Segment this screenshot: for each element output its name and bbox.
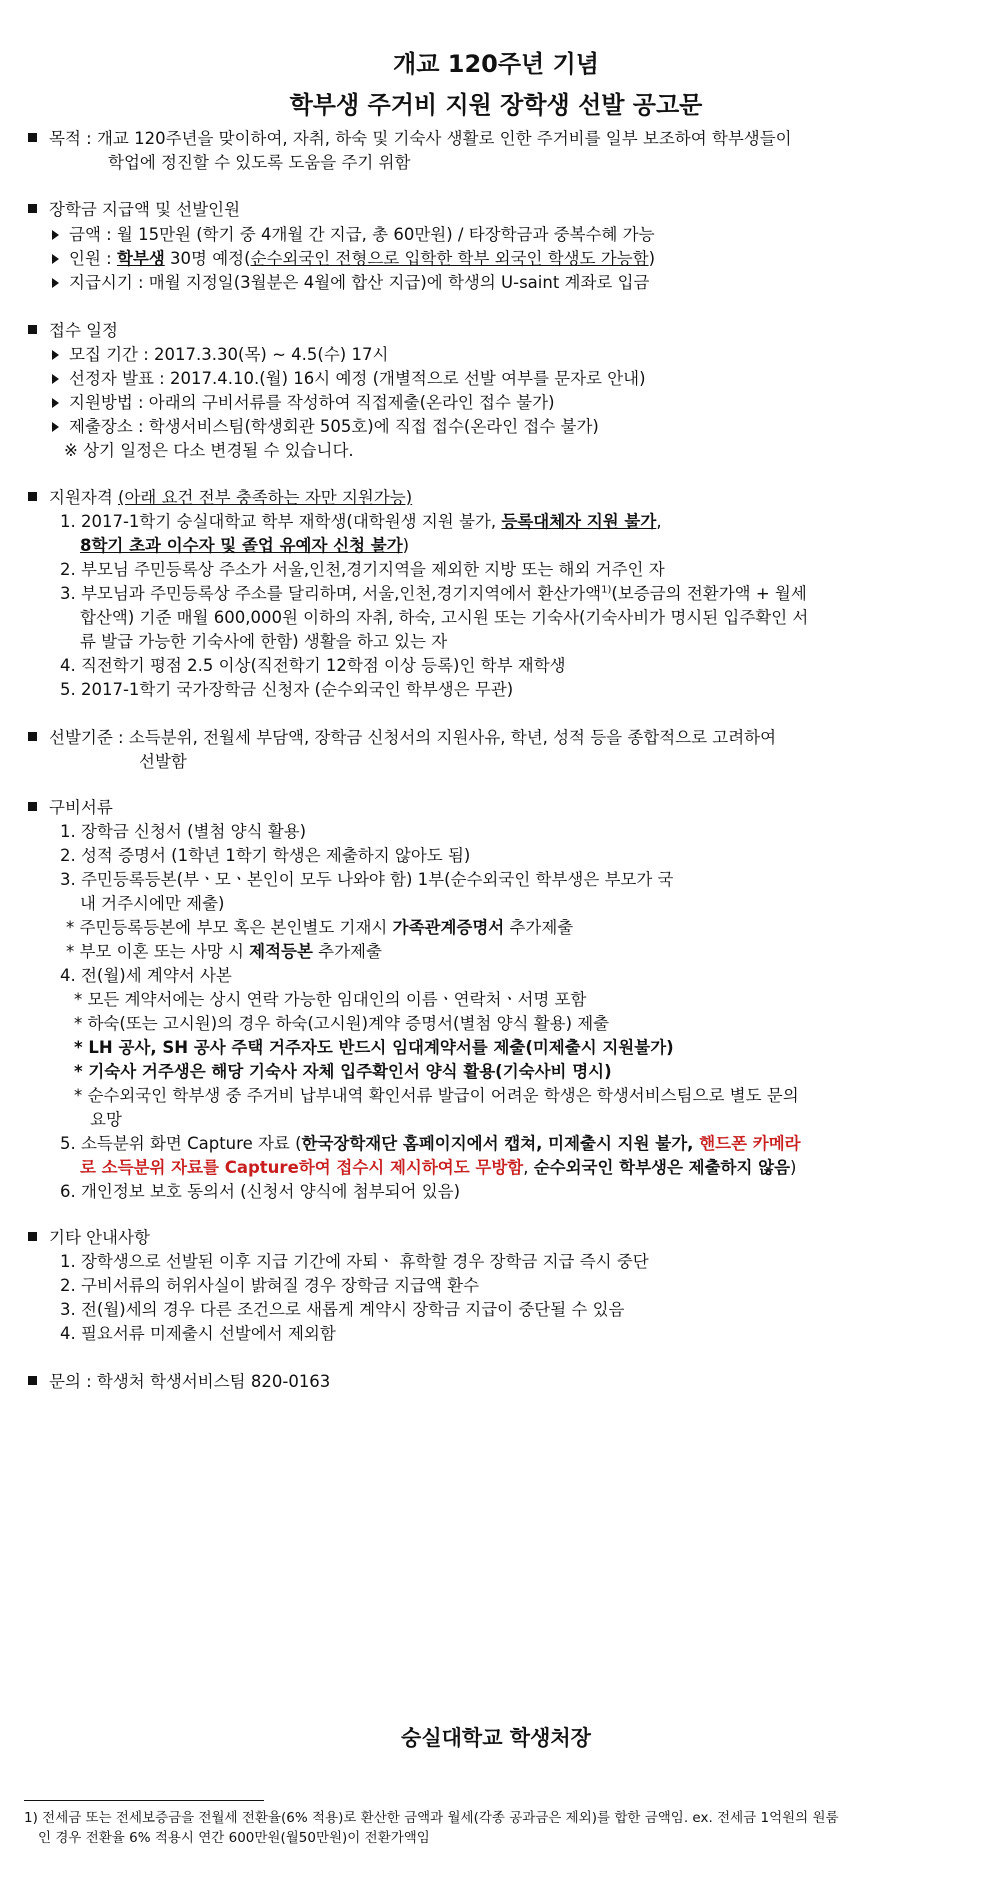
square-bullet-icon bbox=[28, 732, 37, 741]
scholarship-amount: 금액 : 월 15만원 (학기 중 4개월 간 지급, 총 60만원) / 타장학금과 중복수혜 가능 bbox=[52, 224, 655, 246]
triangle-bullet-icon bbox=[52, 230, 59, 240]
documents-item-4-note-5-line2: 요망 bbox=[90, 1110, 122, 1129]
schedule-note: ※ 상기 일정은 다소 변경될 수 있습니다. bbox=[64, 441, 354, 460]
eligibility-item-4: 4. 직전학기 평점 2.5 이상(직전학기 12학점 이상 등록)인 학부 재학생 bbox=[60, 656, 566, 675]
triangle-bullet-icon bbox=[52, 398, 59, 408]
purpose-label: 목적 bbox=[49, 129, 81, 148]
documents-item-3: 3. 주민등록등본(부ㆍ모ㆍ본인이 모두 나와야 함) 1부(순수외국인 학부생은 부모가 국 bbox=[60, 870, 674, 889]
eligibility-item-3: 3. 부모님과 주민등록상 주소를 달리하며, 서울,인천,경기지역에서 환산가액$^{1)}$(보증금의 전환가액 + 월세 bbox=[60, 584, 807, 603]
scholarship-heading: 장학금 지급액 및 선발인원 bbox=[28, 199, 240, 221]
triangle-bullet-icon bbox=[52, 254, 59, 264]
footnote-line1: 1) 전세금 또는 전세보증금을 전월세 전환율(6% 적용)로 환산한 금액과 월세(각종 공과금은 제외)를 합한 금액임. ex. 전세금 1억원의 원룸 bbox=[24, 1810, 839, 1826]
documents-item-4-note-5: * 순수외국인 학부생 중 주거비 납부내역 확인서류 발급이 어려운 학생은 학생서비스팀으로 별도 문의 bbox=[74, 1086, 799, 1105]
footnote-divider bbox=[24, 1800, 264, 1801]
issuer-signature: 숭실대학교 학생처장 bbox=[401, 1726, 591, 1750]
criteria-line1: 선발기준 : 소득분위, 전월세 부담액, 장학금 신청서의 지원사유, 학년, 성적 등을 종합적으로 고려하여 bbox=[28, 727, 776, 749]
schedule-place: 제출장소 : 학생서비스팀(학생회관 505호)에 직접 접수(온라인 접수 불가) bbox=[52, 416, 599, 438]
other-item-3: 3. 전(월)세의 경우 다른 조건으로 새롭게 계약시 장학금 지급이 중단될 수 있음 bbox=[60, 1300, 625, 1319]
eligibility-item-1: 1. 2017-1학기 숭실대학교 학부 재학생(대학원생 지원 불가, 등록대체자 지원 불가, bbox=[60, 512, 662, 531]
documents-item-5: 5. 소득분위 화면 Capture 자료 (한국장학재단 홈페이지에서 캡쳐, 미제출시 지원 불가, 핸드폰 카메라 bbox=[60, 1134, 801, 1153]
documents-item-3-note-1: * 주민등록등본에 부모 혹은 본인별도 기재시 가족관계증명서 추가제출 bbox=[66, 918, 574, 937]
square-bullet-icon bbox=[28, 1232, 37, 1241]
schedule-announce: 선정자 발표 : 2017.4.10.(월) 16시 예정 (개별적으로 선발 여부를 문자로 안내) bbox=[52, 368, 646, 390]
footnote-line2: 인 경우 전환율 6% 적용시 연간 600만원(월50만원)이 전환가액임 bbox=[38, 1830, 430, 1846]
eligibility-item-5: 5. 2017-1학기 국가장학금 신청자 (순수외국인 학부생은 무관) bbox=[60, 680, 514, 699]
contact-line: 문의 : 학생처 학생서비스팀 820-0163 bbox=[28, 1371, 330, 1393]
documents-item-3-note-2: * 부모 이혼 또는 사망 시 제적등본 추가제출 bbox=[66, 942, 382, 961]
square-bullet-icon bbox=[28, 802, 37, 811]
documents-item-4-note-2: * 하숙(또는 고시원)의 경우 하숙(고시원)계약 증명서(별첨 양식 활용) 제출 bbox=[74, 1014, 610, 1033]
other-heading: 기타 안내사항 bbox=[28, 1227, 150, 1249]
documents-item-4-note-4: * 기숙사 거주생은 해당 기숙사 자체 입주확인서 양식 활용(기숙사비 명시) bbox=[74, 1062, 612, 1081]
eligibility-item-2: 2. 부모님 주민등록상 주소가 서울,인천,경기지역을 제외한 지방 또는 해외 거주인 자 bbox=[60, 560, 665, 579]
documents-item-3-line2: 내 거주시에만 제출) bbox=[80, 894, 225, 913]
documents-item-1: 1. 장학금 신청서 (별첨 양식 활용) bbox=[60, 822, 307, 841]
scholarship-timing: 지급시기 : 매월 지정일(3월분은 4월에 합산 지급)에 학생의 U-saint 계좌로 입금 bbox=[52, 272, 649, 294]
purpose-line1: 목적 : 개교 120주년을 맞이하여, 자취, 하숙 및 기숙사 생활로 인한 주거비를 일부 보조하여 학부생들이 bbox=[28, 128, 792, 150]
square-bullet-icon bbox=[28, 492, 37, 501]
footnote bbox=[24, 1808, 969, 1848]
schedule-heading: 접수 일정 bbox=[28, 320, 118, 342]
documents-item-5-line2: 로 소득분위 자료를 Capture하여 접수시 제시하여도 무방함, 순수외국인 학부생은 제출하지 않음) bbox=[80, 1158, 797, 1177]
other-item-2: 2. 구비서류의 허위사실이 밝혀질 경우 장학금 지급액 환수 bbox=[60, 1276, 480, 1295]
triangle-bullet-icon bbox=[52, 374, 59, 384]
eligibility-item-3-line3: 류 발급 가능한 기숙사에 한함) 생활을 하고 있는 자 bbox=[80, 632, 448, 651]
scholarship-people: 인원 : 학부생 30명 예정(순수외국인 전형으로 입학한 학부 외국인 학생도 가능함) bbox=[52, 248, 655, 270]
other-item-4: 4. 필요서류 미제출시 선발에서 제외함 bbox=[60, 1324, 336, 1343]
notice-title-line1: 개교 120주년 기념 bbox=[393, 50, 599, 78]
triangle-bullet-icon bbox=[52, 350, 59, 360]
triangle-bullet-icon bbox=[52, 422, 59, 432]
documents-heading: 구비서류 bbox=[28, 797, 113, 819]
triangle-bullet-icon bbox=[52, 278, 59, 288]
documents-item-6: 6. 개인정보 보호 동의서 (신청서 양식에 첨부되어 있음) bbox=[60, 1182, 461, 1201]
eligibility-item-1-cont: 8학기 초과 이수자 및 졸업 유예자 신청 불가) bbox=[80, 536, 410, 555]
purpose-line2: 학업에 정진할 수 있도록 도움을 주기 위함 bbox=[108, 153, 411, 172]
criteria-label: 선발기준 bbox=[49, 728, 113, 747]
other-item-1: 1. 장학생으로 선발된 이후 지급 기간에 자퇴ㆍ 휴학할 경우 장학금 지급 즉시 중단 bbox=[60, 1252, 649, 1271]
eligibility-heading: 지원자격 (아래 요건 전부 충족하는 자만 지원가능) bbox=[28, 487, 412, 509]
eligibility-item-3-line2: 합산액) 기준 매월 600,000원 이하의 자취, 하숙, 고시원 또는 기숙사(기숙사비가 명시된 입주확인 서 bbox=[80, 608, 809, 627]
documents-item-4-note-3: * LH 공사, SH 공사 주택 거주자도 반드시 임대계약서를 제출(미제출시 지원불가) bbox=[74, 1038, 674, 1057]
criteria-line2: 선발함 bbox=[139, 752, 187, 771]
schedule-recruit: 모집 기간 : 2017.3.30(목) ~ 4.5(수) 17시 bbox=[52, 344, 388, 366]
documents-item-4: 4. 전(월)세 계약서 사본 bbox=[60, 966, 232, 985]
purpose-text-1: 개교 120주년을 맞이하여, 자취, 하숙 및 기숙사 생활로 인한 주거비를 일부 보조하여 학부생들이 bbox=[96, 129, 792, 148]
documents-item-2: 2. 성적 증명서 (1학년 1학기 학생은 제출하지 않아도 됨) bbox=[60, 846, 471, 865]
notice-title-line2: 학부생 주거비 지원 장학생 선발 공고문 bbox=[289, 91, 703, 119]
square-bullet-icon bbox=[28, 133, 37, 142]
square-bullet-icon bbox=[28, 204, 37, 213]
documents-item-4-note-1: * 모든 계약서에는 상시 연락 가능한 임대인의 이름ㆍ연락처ㆍ서명 포함 bbox=[74, 990, 587, 1009]
square-bullet-icon bbox=[28, 1376, 37, 1385]
square-bullet-icon bbox=[28, 325, 37, 334]
schedule-method: 지원방법 : 아래의 구비서류를 작성하여 직접제출(온라인 접수 불가) bbox=[52, 392, 555, 414]
